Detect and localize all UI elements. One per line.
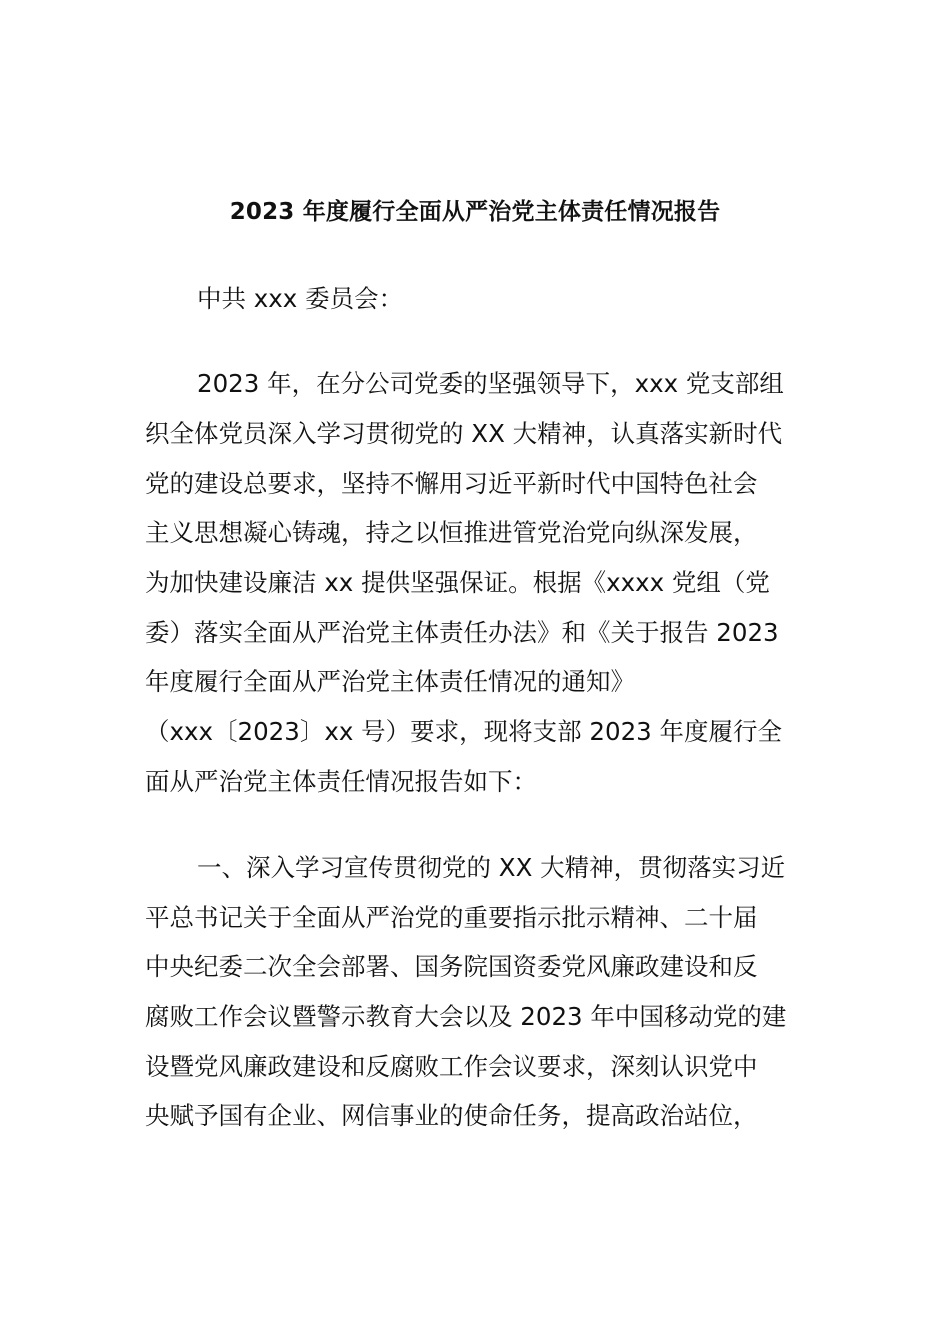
paragraph-line: 党的建设总要求，坚持不懈用习近平新时代中国特色社会 [145, 469, 758, 498]
paragraph-line: 面从严治党主体责任情况报告如下： [145, 767, 537, 796]
paragraph-line: 中央纪委二次全会部署、国务院国资委党风廉政建设和反 [145, 952, 758, 981]
paragraph-line: 为加快建设廉洁 xx 提供坚强保证。根据《xxxx 党组（党 [145, 568, 770, 597]
paragraph-line: 委）落实全面从严治党主体责任办法》和《关于报告 2023 [145, 618, 779, 647]
paragraph-line: 央赋予国有企业、网信事业的使命任务，提高政治站位， [145, 1101, 758, 1130]
paragraph-line: 设暨党风廉政建设和反腐败工作会议要求，深刻认识党中 [145, 1052, 758, 1081]
paragraph-line: 年度履行全面从严治党主体责任情况的通知》 [145, 667, 635, 696]
paragraph-line: （xxx〔2023〕xx 号）要求，现将支部 2023 年度履行全 [145, 717, 783, 746]
document-title: 2023 年度履行全面从严治党主体责任情况报告 [229, 199, 721, 225]
paragraph-line: 2023 年，在分公司党委的坚强领导下，xxx 党支部组 [197, 369, 784, 398]
salutation: 中共 xxx 委员会： [197, 284, 404, 313]
paragraph-line: 一、深入学习宣传贯彻党的 XX 大精神，贯彻落实习近 [197, 853, 786, 882]
paragraph-line: 织全体党员深入学习贯彻党的 XX 大精神，认真落实新时代 [145, 419, 783, 448]
paragraph-line: 腐败工作会议暨警示教育大会以及 2023 年中国移动党的建 [145, 1002, 787, 1031]
paragraph-line: 平总书记关于全面从严治党的重要指示批示精神、二十届 [145, 903, 758, 932]
paragraph-line: 主义思想凝心铸魂，持之以恒推进管党治党向纵深发展， [145, 518, 758, 547]
